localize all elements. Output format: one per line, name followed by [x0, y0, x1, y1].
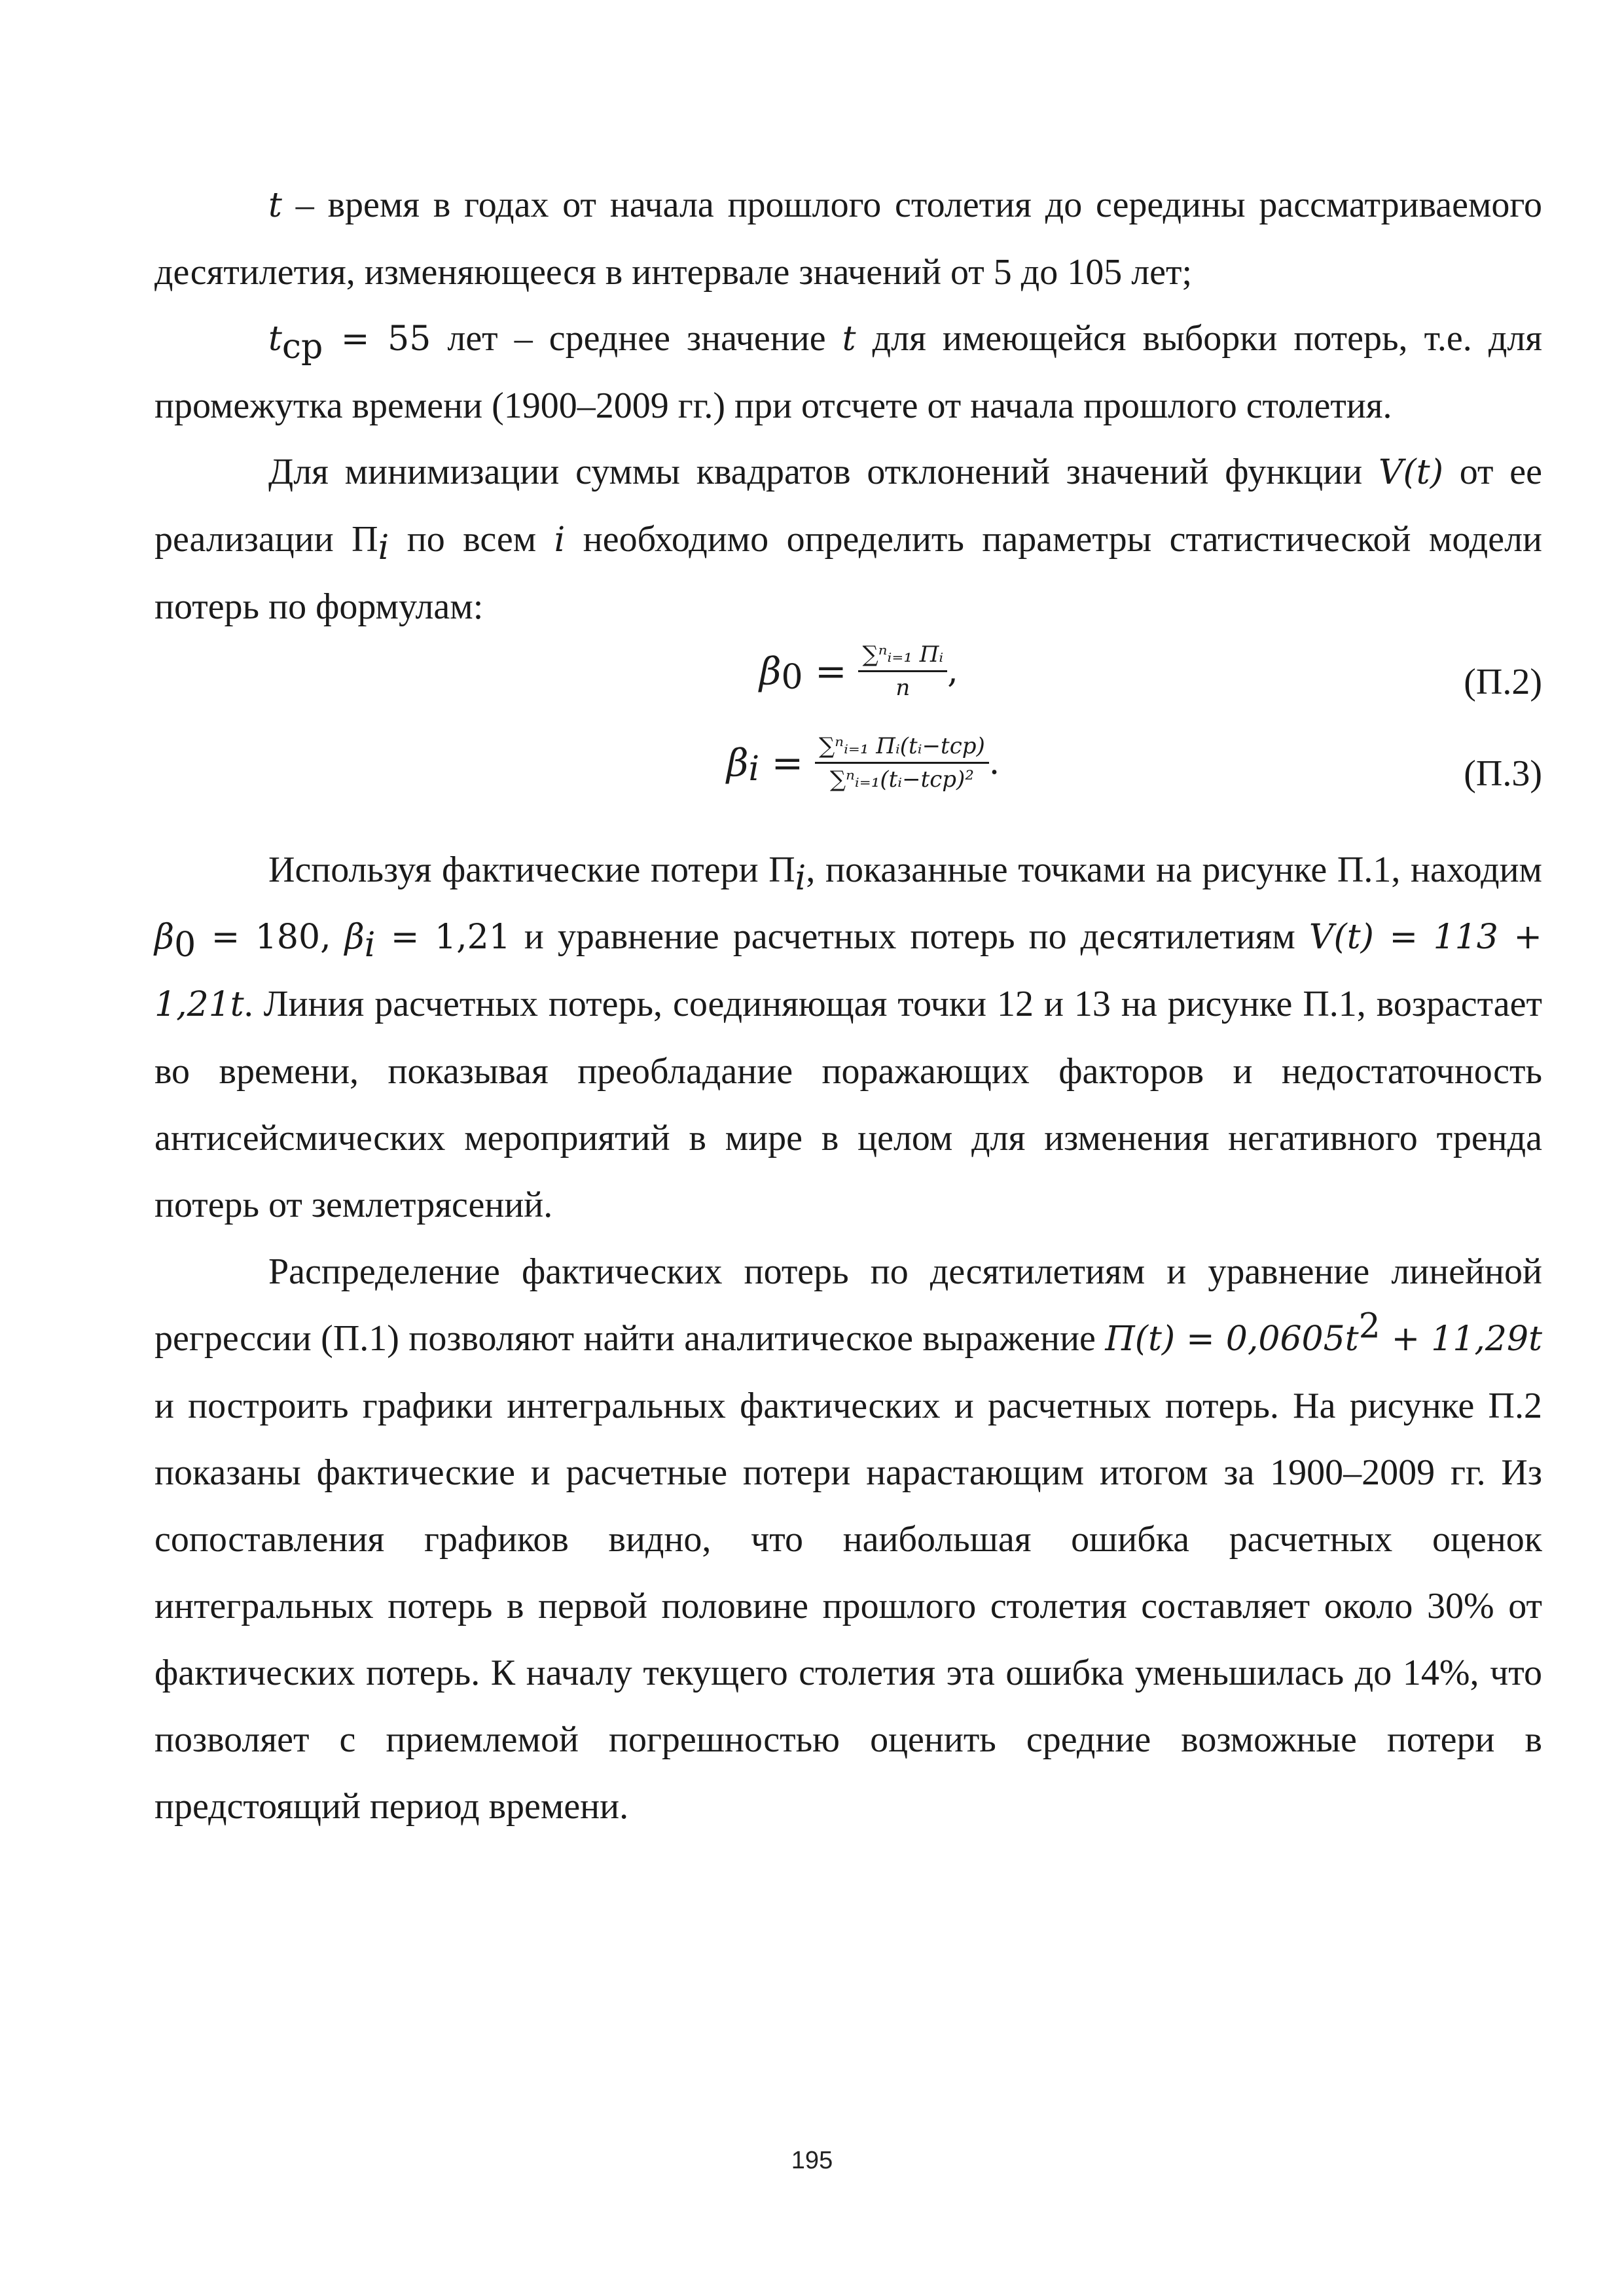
math-equation: П(t) = 0,0605t	[1105, 1319, 1359, 1359]
paragraph-text: Используя фактические потери П	[268, 850, 795, 890]
formula-equals: =	[803, 649, 847, 694]
paragraph-text: и уравнение расчетных потерь по десятилетиям	[510, 916, 1309, 957]
math-t: t	[268, 186, 282, 225]
math-t: t	[842, 319, 856, 359]
math-t: t	[268, 319, 282, 359]
math-value: = 180,	[196, 918, 331, 957]
paragraph-distribution	[154, 1238, 1542, 1840]
math-equals: = 55	[323, 319, 431, 359]
formula-beta0	[759, 641, 958, 726]
math-superscript: 2	[1358, 1306, 1380, 1346]
math-equation: V(t) = 113 + 1,21t	[154, 918, 1542, 1024]
equation-number: (П.2)	[1464, 662, 1542, 702]
formula-betai	[727, 733, 1000, 818]
fraction-denominator: ∑ⁿᵢ₌₁(tᵢ−tср)²	[829, 766, 974, 793]
paragraph-text: необходимо определить параметры статистической модели потерь по формулам:	[154, 519, 1543, 627]
formula-tail: .	[988, 743, 1000, 783]
math-value: = 1,21	[375, 918, 511, 957]
math-beta: β	[344, 918, 365, 957]
paragraph-text: Для минимизации суммы квадратов отклонений значений функции	[268, 452, 1379, 492]
paragraph-text: лет – среднее значение	[431, 318, 842, 359]
math-subscript: ср	[281, 327, 323, 367]
formula-lhs: β	[759, 649, 782, 694]
paragraph-text: – время в годах от начала прошлого столетия до середины рассматриваемого десятилетия, изменяющееся в интервале значений от 5 до 105 лет;	[154, 185, 1542, 293]
paragraph-text: , показанные точками на рисунке П.1, находим	[806, 850, 1542, 890]
page-number: 195	[791, 2147, 833, 2174]
fraction-numerator: ∑ⁿᵢ₌₁ Пᵢ	[858, 641, 947, 672]
formula-lhs-subscript: i	[748, 749, 760, 789]
paragraph-results	[154, 836, 1542, 1238]
paragraph-text: для имеющейся выборки потерь, т.е. для промежутка времени (1900–2009 гг.) при отсчете от начала прошлого столетия.	[154, 318, 1543, 426]
fraction-numerator: ∑ⁿᵢ₌₁ Пᵢ(tᵢ−tср)	[815, 733, 989, 764]
fraction-denominator: n	[895, 675, 911, 701]
math-vt: V(t)	[1378, 453, 1443, 492]
math-i: i	[554, 520, 566, 560]
math-subscript: i	[378, 528, 389, 568]
paragraph-tcp-definition	[154, 305, 1542, 439]
equation-number: (П.3)	[1464, 753, 1542, 794]
math-subscript: 0	[174, 925, 196, 965]
formula-lhs-subscript: 0	[781, 658, 803, 698]
math-subscript: i	[795, 859, 806, 899]
formula-lhs: β	[727, 740, 749, 785]
paragraph-text: . Линия расчетных потерь, соединяющая точки 12 и 13 на рисунке П.1, возрастает во времени, показывая преобладание поражающих факторов и недостаточность антисейсмических мероприятий в мире в целом для изменения негативного тренда потерь от землетрясений.	[154, 984, 1542, 1225]
math-subscript: i	[364, 925, 376, 965]
formula-equals: =	[759, 740, 804, 785]
paragraph-t-definition	[154, 171, 1542, 306]
paragraph-text	[331, 916, 345, 957]
formula-fraction	[858, 641, 947, 701]
paragraph-text: от ее реализации П	[154, 452, 1542, 560]
formula-fraction	[815, 733, 989, 793]
math-beta: β	[154, 918, 175, 957]
math-equation: + 11,29t	[1380, 1319, 1542, 1359]
paragraph-text: и построить графики интегральных фактических и расчетных потерь. На рисунке П.2 показаны фактические и расчетные потери нарастающим итогом за 1900–2009 гг. Из сопоставления графиков видно, что наибольшая ошибка расчетных оценок интегральных потерь в первой половине прошлого столетия составляет около 30% от фактических потерь. К началу текущего столетия эта ошибка уменьшилась до 14%, что позволяет с приемлемой погрешностью оценить средние возможные потери в предстоящий период времени.	[154, 1386, 1542, 1827]
paragraph-minimization	[154, 439, 1542, 640]
paragraph-text: Распределение фактических потерь по десятилетиям и уравнение линейной регрессии (П.1) позволяют найти аналитическое выражение	[154, 1251, 1542, 1359]
paragraph-text: по всем	[389, 519, 554, 560]
formula-tail: ,	[947, 651, 958, 691]
